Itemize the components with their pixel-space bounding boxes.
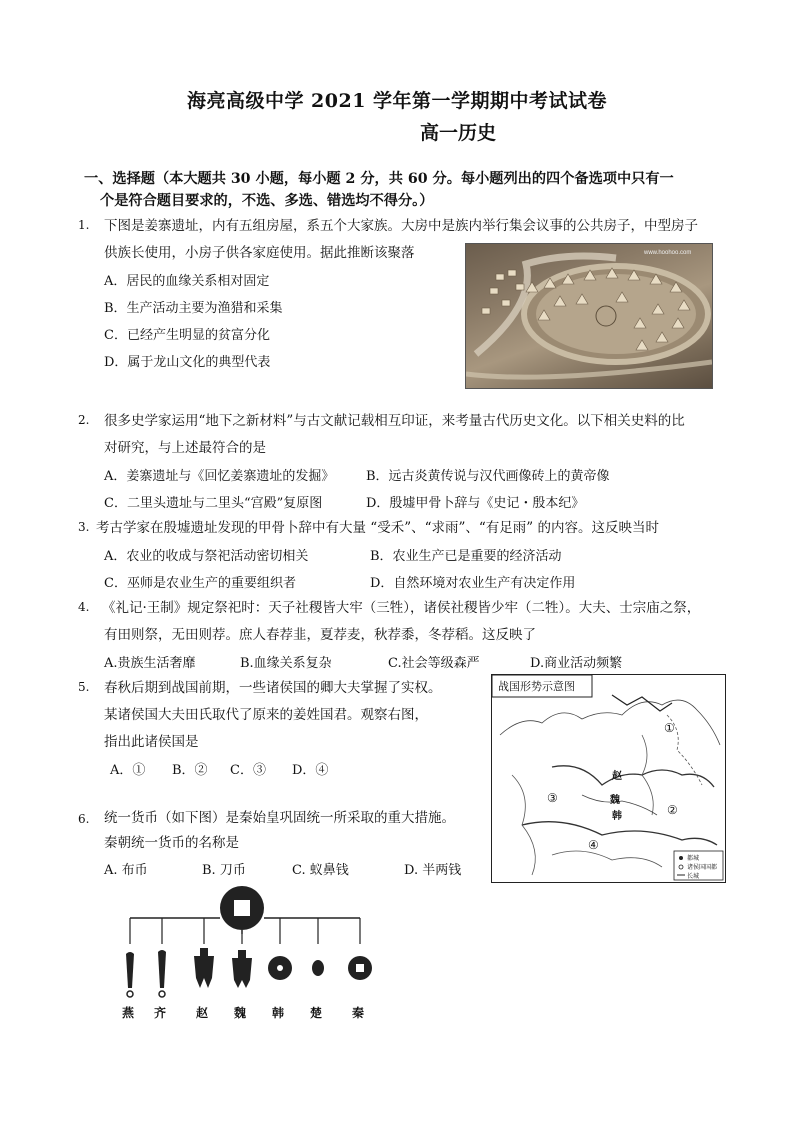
unified-currency-figure [104,882,380,1024]
q3-option-a: A．农业的收成与祭祀活动密切相关 [104,549,309,564]
q1-option-d: D．属于龙山文化的典型代表 [104,355,271,370]
q4-number: 4. [78,600,90,614]
q2-option-c: C．二里头遗址与二里头“宫殿”复原图 [104,496,323,511]
map-title: 战国形势示意图 [498,680,575,693]
q1-stem-line1: 下图是姜寨遗址，内有五组房屋，系五个大家族。大房中是族内举行集会议事的公共房子，中型房子 [104,218,698,234]
q5-option-d: D．④ [292,763,329,778]
coin-label-wei: 魏 [234,1006,247,1020]
q5-stem-line2: 某诸侯国大夫田氏取代了原来的姜姓国君。观察右图， [104,707,428,723]
q3-option-b: B．农业生产已是重要的经济活动 [370,549,562,564]
warring-states-map [491,674,726,883]
q3-stem-line1: 考古学家在殷墟遗址发现的甲骨卜辞中有大量 “受禾”、“求雨”、“有足雨” 的内容。这反映当时 [96,520,659,536]
q2-option-b: B．远古炎黄传说与汉代画像砖上的黄帝像 [366,469,610,484]
q2-option-a: A．姜寨遗址与《回忆姜寨遗址的发掘》 [104,469,335,484]
coin-label-zhao: 赵 [196,1006,209,1020]
map-marker-1: ① [664,721,675,735]
q6-option-b: B. 刀币 [202,863,246,878]
map-legend-great-wall: 长城 [687,873,700,880]
q1-option-a: A．居民的血缘关系相对固定 [104,274,270,289]
map-legend-capital: 都城 [687,855,700,862]
q2-number: 2. [78,413,90,427]
q6-stem-line2: 秦朝统一货币的名称是 [104,835,239,851]
exam-title: 海亮高级中学 2021 学年第一学期期中考试试卷 [186,90,608,112]
q4-stem-line2: 有田则祭，无田则荐。庶人春荐韭，夏荐麦，秋荐黍，冬荐稻。这反映了 [104,627,536,643]
q4-option-d: D.商业活动频繁 [530,656,623,671]
jiangzhai-site-photo [465,243,713,389]
coin-label-yan: 燕 [122,1006,135,1020]
q4-option-c: C.社会等级森严 [388,656,480,671]
q5-option-a: A．① [110,763,146,778]
coin-label-qin: 秦 [352,1006,365,1020]
q6-option-c: C. 蚁鼻钱 [292,863,349,878]
q1-option-c: C．已经产生明显的贫富分化 [104,328,270,343]
map-legend-state-capital: 诸侯国国都 [687,864,718,871]
coin-label-han: 韩 [272,1006,285,1020]
q1-option-b: B．生产活动主要为渔猎和采集 [104,301,283,316]
q4-option-a: A.贵族生活奢靡 [104,656,196,671]
q5-stem-line3: 指出此诸侯国是 [104,734,199,750]
coin-label-chu: 楚 [310,1006,323,1020]
map-label-han: 韩 [612,811,622,822]
q1-number: 1. [78,218,90,232]
q3-option-c: C．巫师是农业生产的重要组织者 [104,576,296,591]
map-label-wei: 魏 [610,795,620,806]
q2-stem-line2: 对研究，与上述最符合的是 [104,440,266,456]
coin-label-qi: 齐 [154,1006,167,1020]
map-marker-3: ③ [547,791,558,805]
q5-number: 5. [78,680,90,694]
q6-option-d: D. 半两钱 [404,863,462,878]
q6-stem-line1: 统一货币（如下图）是秦始皇巩固统一所采取的重大措施。 [104,810,455,826]
q6-number: 6. [78,812,90,826]
q1-stem-line2: 供族长使用，小房子供各家庭使用。据此推断该聚落 [104,245,415,261]
q4-stem-line1: 《礼记·王制》规定祭祀时：天子社稷皆大牢（三牲），诸侯社稷皆少牢（二牲）。大夫、士宗庙之祭， [102,600,701,616]
exam-subtitle: 高一历史 [420,122,497,144]
q2-option-d: D．殷墟甲骨卜辞与《史记・殷本纪》 [366,496,585,511]
q3-number: 3. [78,520,90,534]
q3-option-d: D．自然环境对农业生产有决定作用 [370,576,576,591]
map-marker-2: ② [667,803,678,817]
q5-stem-line1: 春秋后期到战国前期，一些诸侯国的卿大夫掌握了实权。 [104,680,442,696]
map-label-zhao: 赵 [612,771,622,782]
svg-text:www.hoohoo.com: www.hoohoo.com [644,250,692,256]
section-heading [84,168,724,212]
q5-option-c: C．③ [230,763,266,778]
q4-option-b: B.血缘关系复杂 [240,656,332,671]
q6-option-a: A. 布币 [104,863,148,878]
q5-option-b: B．② [172,763,208,778]
section-heading-line2: 个是符合题目要求的，不选、多选、错选均不得分。） [100,193,434,209]
q2-stem-line1: 很多史学家运用“地下之新材料”与古文献记载相互印证，来考量古代历史文化。以下相关史料的比 [104,413,685,429]
map-marker-4: ④ [588,838,599,852]
section-heading-line1: 一、选择题（本大题共 30 小题，每小题 2 分，共 60 分。每小题列出的四个备选项中只有一 [84,171,674,187]
